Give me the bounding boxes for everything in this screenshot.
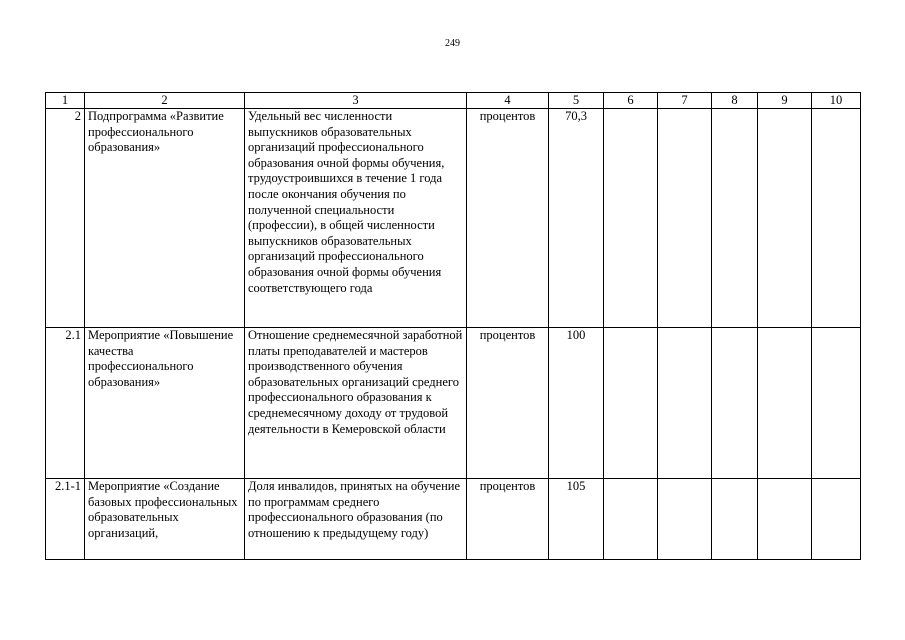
row-number: 2.1-1 (46, 479, 85, 560)
indicator-value: 105 (549, 479, 604, 560)
column-number-header: 9 (758, 93, 812, 109)
empty-cell (758, 479, 812, 560)
empty-cell (758, 328, 812, 479)
column-number-header: 3 (245, 93, 467, 109)
column-number-header: 7 (658, 93, 712, 109)
column-number-header: 8 (712, 93, 758, 109)
row-number: 2.1 (46, 328, 85, 479)
row-number: 2 (46, 109, 85, 328)
empty-cell (712, 328, 758, 479)
empty-cell (604, 479, 658, 560)
indicator-value: 70,3 (549, 109, 604, 328)
column-number-header: 1 (46, 93, 85, 109)
column-number-header: 10 (812, 93, 861, 109)
empty-cell (812, 479, 861, 560)
empty-cell (604, 109, 658, 328)
empty-cell (712, 109, 758, 328)
program-name: Мероприятие «Создание базовых профессиональных образовательных организаций, (85, 479, 245, 560)
indicator-name: Отношение среднемесячной заработной платы преподавателей и мастеров производственного обучения образовательных организаций среднего профессионального образования к среднемесячному доходу от трудовой деятельности в Кемеровской области (245, 328, 467, 479)
program-name: Мероприятие «Повышение качества профессионального образования» (85, 328, 245, 479)
empty-cell (658, 109, 712, 328)
empty-cell (812, 109, 861, 328)
empty-cell (604, 328, 658, 479)
table-row (46, 109, 861, 328)
indicator-value: 100 (549, 328, 604, 479)
unit-of-measure: процентов (467, 109, 549, 328)
column-number-header: 4 (467, 93, 549, 109)
empty-cell (658, 479, 712, 560)
empty-cell (712, 479, 758, 560)
empty-cell (812, 328, 861, 479)
table-header-row (46, 93, 861, 109)
table-row (46, 479, 861, 560)
indicator-name: Удельный вес численности выпускников образовательных организаций профессионального образования очной формы обучения, трудоустроившихся в течение 1 года после окончания обучения по полученной специальности (профессии), в общей численности выпускников образовательных организаций профессионального образования очной формы обучения соответствующего года (245, 109, 467, 328)
empty-cell (658, 328, 712, 479)
unit-of-measure: процентов (467, 328, 549, 479)
program-name: Подпрограмма «Развитие профессионального образования» (85, 109, 245, 328)
column-number-header: 2 (85, 93, 245, 109)
table-row (46, 328, 861, 479)
column-number-header: 6 (604, 93, 658, 109)
unit-of-measure: процентов (467, 479, 549, 560)
page-number: 249 (445, 38, 460, 49)
indicator-name: Доля инвалидов, принятых на обучение по программам среднего профессионального образования (по отношению к предыдущему году) (245, 479, 467, 560)
column-number-header: 5 (549, 93, 604, 109)
empty-cell (758, 109, 812, 328)
indicators-table (45, 92, 861, 560)
